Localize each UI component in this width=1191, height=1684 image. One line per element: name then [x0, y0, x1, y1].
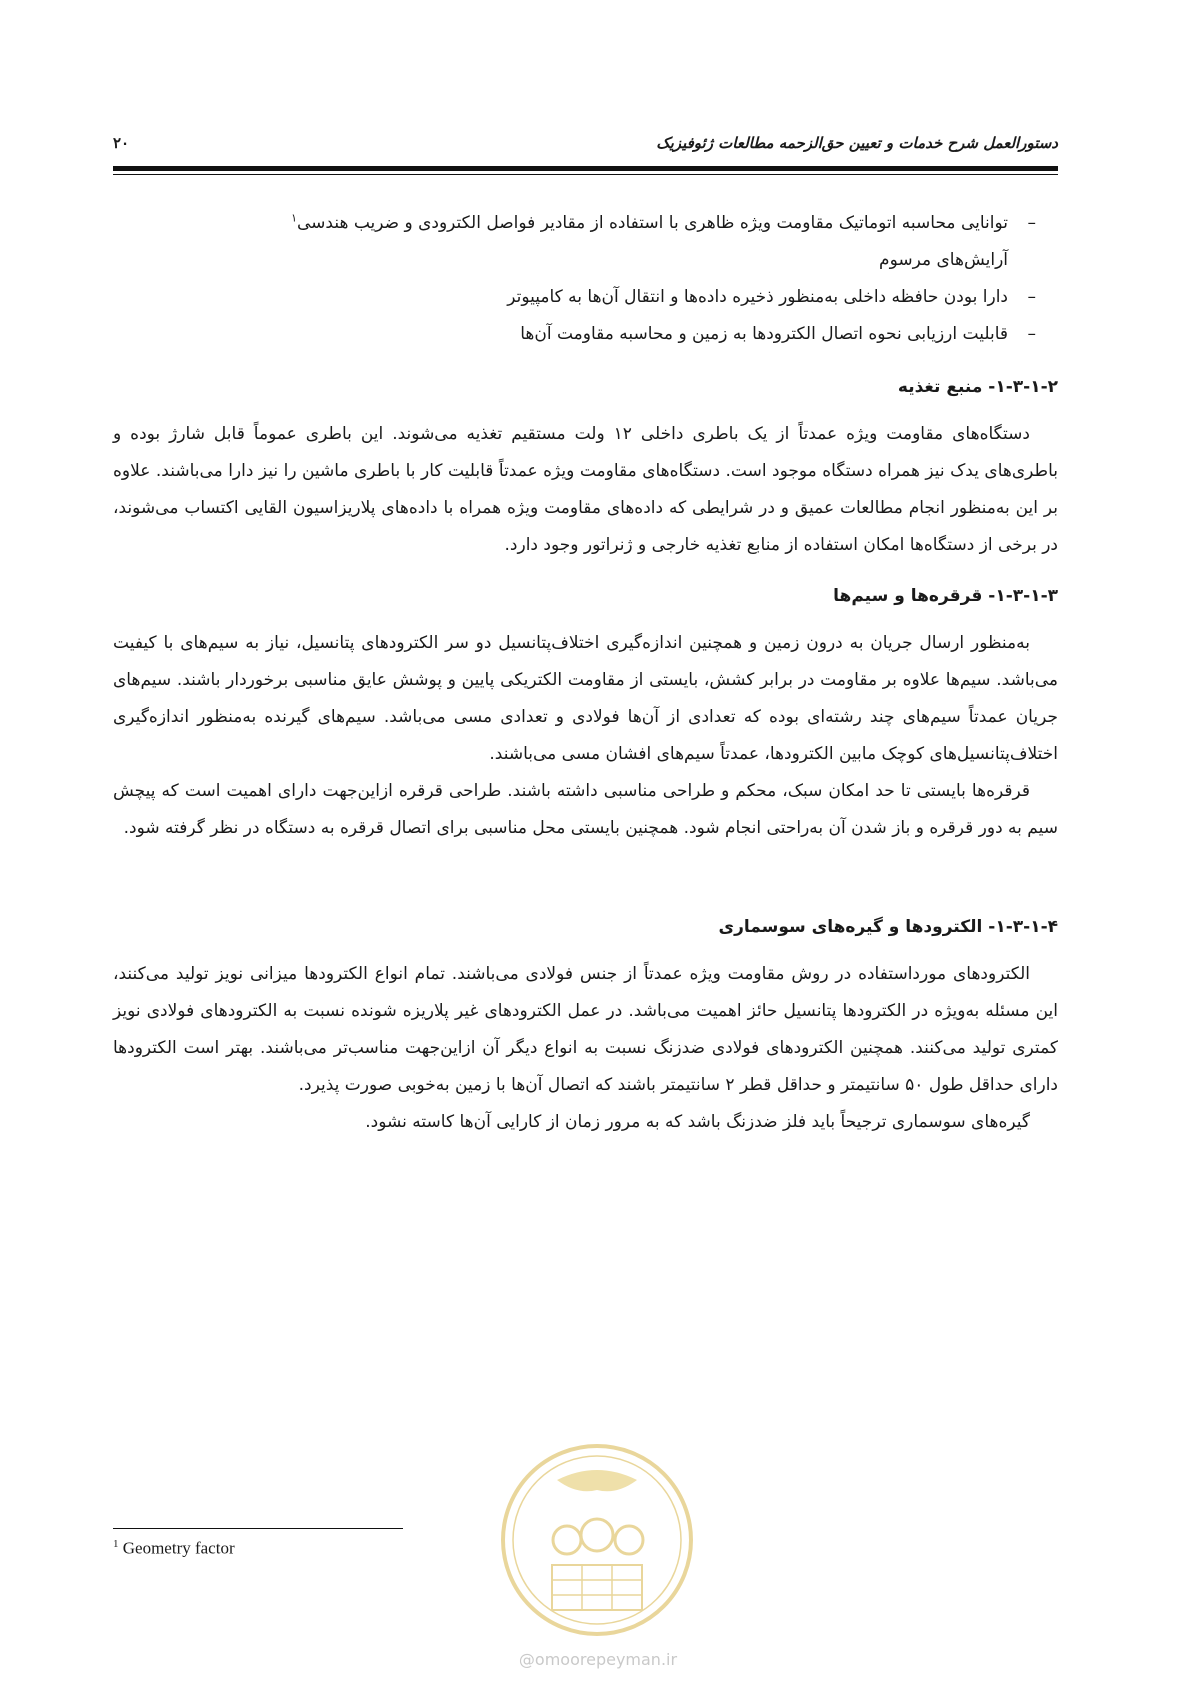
section-heading: ۱-۳-۱-۲- منبع تغذیه — [897, 377, 1058, 397]
watermark-seal-icon — [497, 1440, 697, 1640]
footnote-rule — [113, 1528, 403, 1529]
watermark-url: @omoorepeyman.ir — [518, 1650, 678, 1669]
header-rule-thin — [113, 174, 1058, 175]
page-header — [113, 128, 1058, 158]
paragraph: گیره‌های سوسماری ترجیحاً باید فلز ضدزنگ باشد که به مرور زمان از کارایی آن‌ها کاسته نشود. — [365, 1112, 1030, 1132]
section-heading: ۱-۳-۱-۴- الکترودها و گیره‌های سوسماری — [718, 917, 1058, 937]
paragraph: دستگاه‌های مقاومت ویژه عمدتاً از یک باطری داخلی ۱۲ ولت مستقیم تغذیه می‌شوند. این باطری عموماً قابل شارژ بوده و باطری‌های یدک نیز همراه دستگاه موجود است. دستگاه‌های مقاومت ویژه عمدتاً قابلیت کار با باطری ماشین را نیز دارا می‌باشند. علاوه بر این به‌منظور انجام مطالعات عمیق و در شرایطی که داده‌های مقاومت ویژه همراه با داده‌های پلاریزاسیون القایی اکتساب می‌شوند، در برخی از دستگاه‌ها امکان استفاده از منابع تغذیه خارجی و ژنراتور وجود دارد. — [113, 424, 1058, 555]
list-item: – قابلیت ارزیابی نحوه اتصال الکترودها به زمین و محاسبه مقاومت آن‌ها — [113, 316, 1036, 353]
page-number: ۲۰ — [113, 134, 130, 152]
paragraph: الکترودهای مورداستفاده در روش مقاومت ویژه عمدتاً از جنس فولادی می‌باشند. تمام انواع الکترودها میزانی نویز تولید می‌کنند، این مسئله به‌ویژه در الکترودها پتانسیل حائز اهمیت می‌باشد. در عمل الکترودهای غیر پلاریزه شونده نسبت به الکترودهای فولادی نویز کمتری تولید می‌کنند. همچنین الکترودهای فولادی ضدزنگ نسبت به انواع دیگر آن ازاین‌جهت مناسب‌تر می‌باشند. بهتر است الکترودها دارای حداقل طول ۵۰ سانتیمتر و حداقل قطر ۲ سانتیمتر باشند که اتصال آن‌ها با زمین به‌خوبی صورت پذیرد. — [113, 964, 1058, 1095]
paragraph: به‌منظور ارسال جریان به درون زمین و همچنین اندازه‌گیری اختلاف‌پتانسیل دو سر الکترودهای پتانسیل، نیاز به سیم‌های با کیفیت می‌باشد. سیم‌ها علاوه بر مقاومت در برابر کشش، بایستی از مقاومت الکتریکی پایین و پوشش عایق مناسبی برخوردار باشند. سیم‌های جریان عمدتاً سیم‌های چند رشته‌ای بوده که تعدادی از آن‌ها فولادی و تعدادی مسی می‌باشد. سیم‌های گیرنده به‌منظور اندازه‌گیری اختلاف‌پتانسیل‌های کوچک مابین الکترودها، عمدتاً سیم‌های افشان مسی می‌باشند. — [113, 633, 1058, 764]
feature-list — [113, 205, 1058, 353]
list-item: – توانایی محاسبه اتوماتیک مقاومت ویژه ظاهری با استفاده از مقادیر فواصل الکترودی و ضریب هندسی$^۱$ آرایش‌های مرسوم — [113, 205, 1036, 279]
header-rule-thick — [113, 166, 1058, 171]
running-title: دستورالعمل شرح خدمات و تعیین حق‌الزحمه مطالعات ژئوفیزیک — [656, 134, 1058, 152]
list-item: – دارا بودن حافظه داخلی به‌منظور ذخیره داده‌ها و انتقال آن‌ها به کامپیوتر — [113, 279, 1036, 316]
section-heading: ۱-۳-۱-۳- قرقره‌ها و سیم‌ها — [833, 586, 1058, 606]
spacer — [113, 847, 1058, 901]
paragraph: قرقره‌ها بایستی تا حد امکان سبک، محکم و طراحی مناسبی داشته باشند. طراحی قرقره ازاین‌جهت دارای اهمیت است که پیچش سیم به دور قرقره و باز شدن آن به‌راحتی انجام شود. همچنین بایستی محل مناسبی برای اتصال قرقره به دستگاه در نظر گرفته شود. — [113, 781, 1058, 838]
footnote-reference[interactable]: ۱ — [291, 211, 297, 225]
body-content — [113, 205, 1058, 1141]
footnote — [113, 1538, 235, 1559]
footnote-number: 1 — [113, 1538, 119, 1550]
footnote-text: Geometry factor — [122, 1538, 235, 1558]
